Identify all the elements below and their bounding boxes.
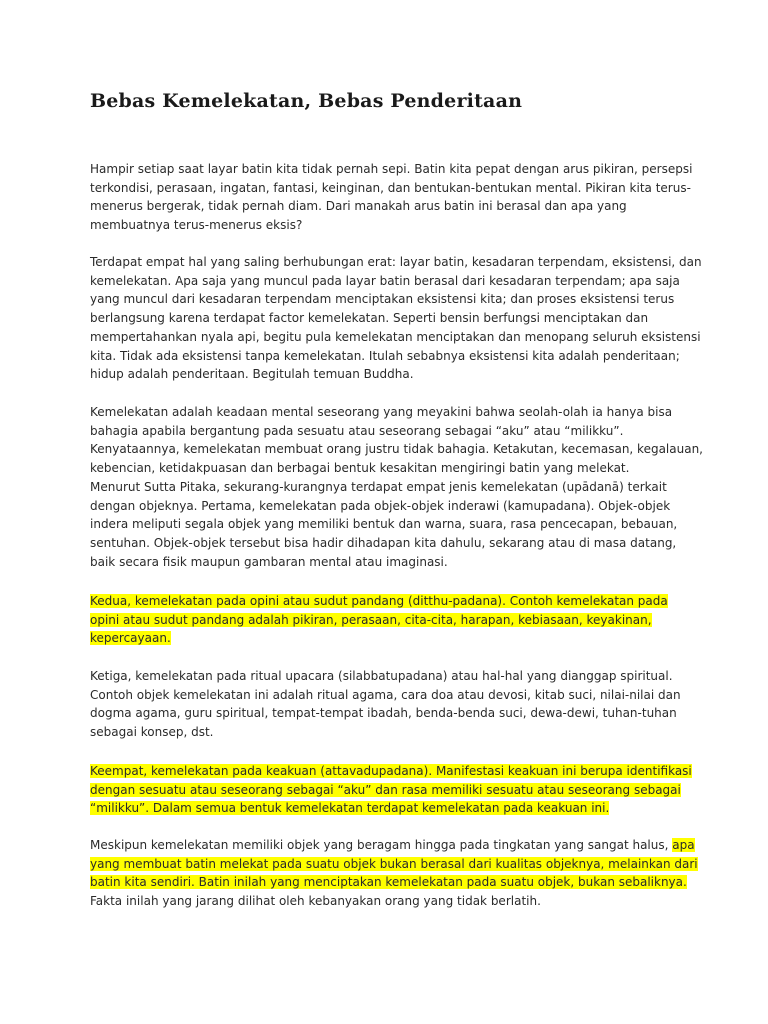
text-line: Ketiga, kemelekatan pada ritual upacara (silabbatupadana) atau hal-hal yang dianggap spiritual. (90, 669, 673, 683)
text-line: sentuhan. Objek-objek tersebut bisa hadir dihadapan kita dahulu, sekarang atau di masa datang, (90, 535, 677, 550)
plain-text: Meskipun kemelekatan memiliki objek yang beragam hingga pada tingkatan yang sangat halus, (90, 838, 673, 852)
paragraph-5 (90, 667, 690, 742)
text-line: bahagia apabila bergantung pada sesuatu atau seseorang sebagai “aku” atau “milikku”. (90, 423, 624, 438)
text-line: menerus bergerak, tidak pernah diam. Dari manakah arus batin ini berasal dan apa yang (90, 199, 627, 214)
text-line: yang muncul dari kesadaran terpendam menciptakan eksistensi kita; dan proses eksistensi terus (90, 292, 675, 307)
highlighted-text: yang membuat batin melekat pada suatu objek bukan berasal dari kualitas objeknya, melainkan dari (90, 856, 698, 871)
text-line: hidup adalah penderitaan. Begitulah temuan Buddha. (90, 367, 414, 382)
text-line: berlangsung karena terdapat factor kemelekatan. Seperti bensin berfungsi menciptakan dan (90, 311, 649, 326)
text-line (90, 611, 690, 630)
text-line: kemelekatan. Apa saja yang muncul pada layar batin berasal dari kesadaran terpendam; apa saja (90, 273, 680, 288)
text-line: dengan objeknya. Pertama, kemelekatan pada objek-objek inderawi (kamupadana). Objek-objek (90, 498, 671, 513)
highlighted-text: Kedua, kemelekatan pada opini atau sudut pandang (ditthu-padana). Contoh kemelekatan pada (90, 594, 668, 608)
highlighted-text: apa (672, 838, 695, 852)
paragraph-1 (90, 160, 693, 235)
text-line: Kemelekatan adalah keadaan mental seseorang yang meyakini bahwa seolah-olah ia hanya bisa (90, 405, 673, 419)
text-line: kita. Tidak ada eksistensi tanpa kemelekatan. Itulah sebabnya eksistensi kita adalah penderitaan; (90, 348, 680, 363)
text-line: Kenyataannya, kemelekatan membuat orang justru tidak bahagia. Ketakutan, kecemasan, kegalauan, (90, 442, 703, 457)
paragraph-7 (90, 836, 698, 911)
highlighted-text: Keempat, kemelekatan pada keakuan (attavadupadana). Manifestasi keakuan ini berupa identifikasi (90, 764, 692, 778)
highlighted-text: “milikku”. Dalam semua bentuk kemelekatan terdapat kemelekatan pada keakuan ini. (90, 801, 610, 816)
text-line (90, 629, 690, 648)
text-line: Contoh objek kemelekatan ini adalah ritual agama, cara doa atau devosi, kitab suci, nilai-nilai dan (90, 687, 681, 702)
text-line (90, 592, 690, 611)
paragraph-6-highlighted (90, 762, 690, 818)
paragraph-2 (90, 253, 702, 384)
text-line: Fakta inilah yang jarang dilihat oleh kebanyakan orang yang tidak berlatih. (90, 894, 541, 909)
text-line: mempertahankan nyala api, begitu pula kemelekatan menciptakan dan menopang seluruh eksistensi (90, 329, 701, 344)
text-line (90, 855, 698, 874)
text-line: dogma agama, guru spiritual, tempat-tempat ibadah, benda-benda suci, dewa-dewi, tuhan-tuhan (90, 706, 677, 721)
text-line (90, 781, 690, 800)
text-line: baik secara fisik maupun gambaran mental atau imaginasi. (90, 554, 448, 569)
highlighted-text: dengan sesuatu atau seseorang sebagai “aku” dan rasa memiliki sesuatu atau seseorang sebagai (90, 782, 681, 797)
text-line: terkondisi, perasaan, ingatan, fantasi, keinginan, dan bentukan-bentukan mental. Pikiran kita terus- (90, 180, 691, 195)
highlighted-text: kepercayaan. (90, 631, 171, 646)
text-line (90, 873, 690, 892)
paragraph-4-highlighted (90, 592, 690, 648)
highlighted-text: opini atau sudut pandang adalah pikiran, perasaan, cita-cita, harapan, kebiasaan, keyakinan, (90, 612, 652, 627)
highlighted-text: batin kita sendiri. Batin inilah yang menciptakan kemelekatan pada suatu objek, bukan sebaliknya. (90, 875, 687, 890)
text-line: sebagai konsep, dst. (90, 725, 214, 740)
text-line: kebencian, ketidakpuasan dan berbagai bentuk kesakitan mengiringi batin yang melekat. (90, 461, 630, 476)
text-line: membuatnya terus-menerus eksis? (90, 218, 303, 233)
text-line (90, 836, 695, 855)
paragraph-3 (90, 403, 703, 571)
text-line: Terdapat empat hal yang saling berhubungan erat: layar batin, kesadaran terpendam, eksistensi, dan (90, 255, 702, 269)
text-line (90, 799, 690, 818)
text-line: Menurut Sutta Pitaka, sekurang-kurangnya terdapat empat jenis kemelekatan (upādanā) terkait (90, 479, 667, 494)
text-line: indera meliputi segala objek yang memiliki bentuk dan warna, suara, rasa pencecapan, bebauan, (90, 517, 678, 532)
text-line: Hampir setiap saat layar batin kita tidak pernah sepi. Batin kita pepat dengan arus pikiran, persepsi (90, 162, 693, 176)
text-line (90, 762, 690, 781)
page-title: Bebas Kemelekatan, Bebas Penderitaan (90, 90, 523, 112)
